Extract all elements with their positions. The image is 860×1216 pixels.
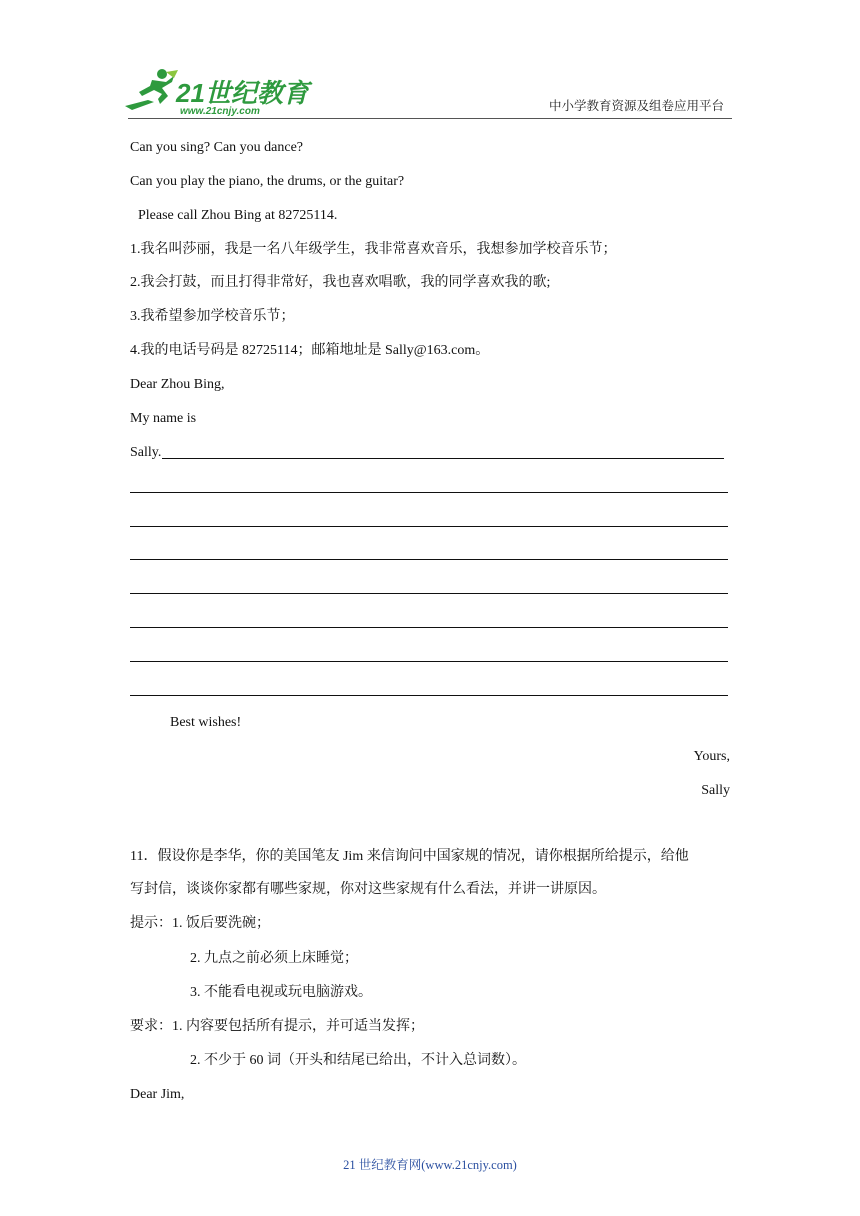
prompt-line: Can you play the piano, the drums, or the guitar? [130, 174, 405, 189]
instruction-line: 1.我名叫莎丽，我是一名八年级学生，我非常喜欢音乐，我想参加学校音乐节； [130, 242, 617, 257]
svg-text:21世纪教育: 21世纪教育 [176, 78, 309, 108]
hint-item: 3. 不能看电视或玩电脑游戏。 [190, 985, 372, 1000]
requirement-item: 要求：1. 内容要包括所有提示，并可适当发挥； [130, 1019, 424, 1034]
letter-opening: My name is [130, 411, 197, 426]
letter-signature: Sally [701, 783, 730, 798]
letter-closing: Best wishes! [170, 715, 242, 730]
page-footer: 21 世纪教育网(www.21cnjy.com) [343, 1158, 517, 1172]
runner-logo-icon [122, 66, 309, 117]
prompt-line: Please call Zhou Bing at 82725114. [138, 208, 338, 223]
instruction-line: 4.我的电话号码是 82725114；邮箱地址是 Sally@163.com。 [130, 343, 490, 358]
answer-blank-line[interactable] [130, 593, 728, 594]
answer-blank-line[interactable] [162, 458, 724, 459]
svg-text:www.21cnjy.com: www.21cnjy.com [180, 106, 260, 117]
hint-item: 2. 九点之前必须上床睡觉； [190, 951, 358, 966]
instruction-line: 3.我希望参加学校音乐节； [130, 309, 295, 324]
prompt-line: Can you sing? Can you dance? [130, 140, 304, 155]
answer-blank-line[interactable] [130, 661, 728, 662]
task-11-prompt: 写封信，谈谈你家都有哪些家规，你对这些家规有什么看法，并讲一讲原因。 [130, 882, 606, 897]
header-divider [128, 118, 732, 119]
answer-blank-line[interactable] [130, 492, 728, 493]
answer-blank-line[interactable] [130, 559, 728, 560]
task-11-greeting: Dear Jim, [130, 1087, 185, 1102]
platform-title: 中小学教育资源及组卷应用平台 [549, 99, 725, 113]
task-11-prompt: 11．假设你是李华，你的美国笔友 Jim 来信询问中国家规的情况，请你根据所给提示，给他 [130, 849, 689, 864]
instruction-line: 2.我会打鼓，而且打得非常好，我也喜欢唱歌，我的同学喜欢我的歌; [130, 275, 551, 290]
site-logo [122, 66, 309, 117]
answer-blank-line[interactable] [130, 526, 728, 527]
letter-yours: Yours, [693, 749, 730, 764]
letter-greeting: Dear Zhou Bing, [130, 377, 225, 392]
answer-blank-line[interactable] [130, 627, 728, 628]
requirement-item: 2. 不少于 60 词（开头和结尾已给出，不计入总词数）。 [190, 1053, 526, 1068]
answer-blank-line[interactable] [130, 695, 728, 696]
letter-name-line: Sally. [130, 445, 162, 460]
hint-item: 提示：1. 饭后要洗碗； [130, 916, 270, 931]
